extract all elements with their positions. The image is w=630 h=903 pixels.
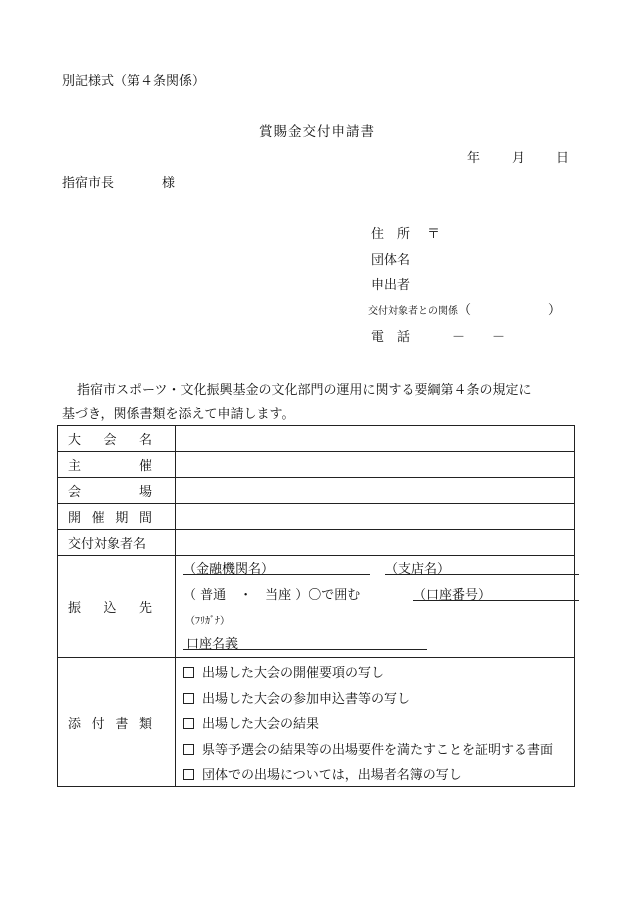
label-cell (58, 504, 176, 530)
phone-label: 電 話 (371, 330, 411, 345)
account-number-underline[interactable] (413, 600, 579, 601)
list-item (183, 764, 462, 783)
honorific: 様 (162, 176, 176, 191)
attachment-item-label: 県等予選会の結果等の出場要件を満たすことを証明する書面 (202, 743, 554, 758)
group-name-label: 団体名 (371, 253, 411, 268)
bank-name-label: （金融機関名） (183, 562, 275, 577)
label-char: 期 (115, 511, 129, 526)
relation-close-paren: ） (548, 303, 562, 318)
organizer-field[interactable] (176, 452, 575, 478)
label-char: 先 (138, 601, 152, 616)
label-cell (58, 426, 176, 452)
label-cell (58, 478, 176, 504)
table-row (58, 426, 575, 452)
attachment-item-label: 出場した大会の参加申込書等の写し (202, 692, 411, 707)
table-row (58, 530, 575, 556)
postal-mark: 〒 (427, 227, 441, 242)
venue-field[interactable] (176, 478, 575, 504)
checkbox[interactable] (183, 744, 194, 755)
label-char: 付 (91, 716, 105, 732)
form-reference: 別記様式（第４条関係） (62, 74, 206, 89)
checkbox[interactable] (183, 718, 194, 729)
attachments-label (68, 713, 152, 732)
checkbox[interactable] (183, 667, 194, 678)
attachment-item-label: 出場した大会の結果 (202, 717, 320, 732)
account-holder-underline[interactable] (183, 649, 427, 650)
addressee: 指宿市長 (62, 176, 115, 191)
label-char: 名 (138, 433, 152, 448)
list-item (183, 739, 553, 758)
event-name-label (68, 429, 152, 448)
bank-name-underline[interactable] (183, 574, 370, 575)
document-title: 賞賜金交付申請書 (259, 124, 375, 140)
venue-label (68, 481, 152, 500)
table-row (58, 452, 575, 478)
date-year-label: 年 (467, 151, 481, 166)
label-char: 会 (103, 433, 117, 448)
label-char: 催 (138, 459, 152, 474)
address-label: 住 所 (371, 227, 411, 242)
list-item (183, 713, 319, 732)
organizer-label (68, 455, 152, 474)
transfer-destination-label (68, 597, 152, 616)
label-char: 場 (138, 485, 152, 500)
label-cell (58, 556, 176, 658)
label-char: 振 (68, 601, 82, 616)
table-row (58, 504, 575, 530)
date-day-label: 日 (556, 151, 570, 166)
branch-name-label: （支店名） (385, 562, 451, 577)
body-text-line1: 指宿市スポーツ・文化振興基金の文化部門の運用に関する要綱第４条の規定に (77, 383, 532, 398)
branch-name-underline[interactable] (385, 574, 579, 575)
label-char: 間 (138, 511, 152, 526)
body-text-line2: 基づき，関係書類を添えて申請します。 (62, 407, 295, 422)
table-row (58, 658, 575, 787)
account-number-label: （口座番号） (413, 588, 492, 603)
table-row (58, 556, 575, 658)
label-cell (58, 452, 176, 478)
furigana-label: （ﾌﾘｶﾞﾅ） (185, 616, 230, 627)
phone-separator: － (452, 330, 466, 345)
application-table (57, 425, 575, 787)
label-char: 類 (138, 716, 152, 732)
label-char: 会 (68, 485, 82, 500)
account-holder-label: 口座名義 (186, 637, 239, 652)
attachments-cell (176, 658, 575, 787)
relation-label: 交付対象者との関係 (368, 306, 458, 317)
recipient-name-field[interactable] (176, 530, 575, 556)
list-item (183, 688, 410, 707)
transfer-destination-cell (176, 556, 575, 658)
label-char: 込 (103, 601, 117, 616)
event-period-label (68, 507, 152, 526)
checkbox[interactable] (183, 693, 194, 704)
recipient-name-label: 交付対象者名 (68, 537, 147, 552)
checkbox[interactable] (183, 769, 194, 780)
applicant-label: 申出者 (371, 278, 411, 293)
label-cell (58, 530, 176, 556)
date-month-label: 月 (512, 151, 526, 166)
attachment-item-label: 団体での出場については，出場者名簿の写し (202, 768, 462, 783)
label-char: 催 (91, 511, 105, 526)
phone-separator: － (492, 330, 506, 345)
list-item (183, 662, 384, 681)
relation-open-paren: （ (458, 303, 472, 318)
label-char: 添 (68, 716, 82, 732)
label-char: 書 (115, 716, 129, 732)
attachment-item-label: 出場した大会の開催要項の写し (202, 666, 385, 681)
account-type-selector[interactable]: （ 普通 ・ 当座 ）〇で囲む (183, 588, 361, 603)
event-name-field[interactable] (176, 426, 575, 452)
label-cell (58, 658, 176, 787)
table-row (58, 478, 575, 504)
event-period-field[interactable] (176, 504, 575, 530)
label-char: 主 (68, 459, 82, 474)
label-char: 開 (68, 511, 82, 526)
label-char: 大 (68, 433, 82, 448)
